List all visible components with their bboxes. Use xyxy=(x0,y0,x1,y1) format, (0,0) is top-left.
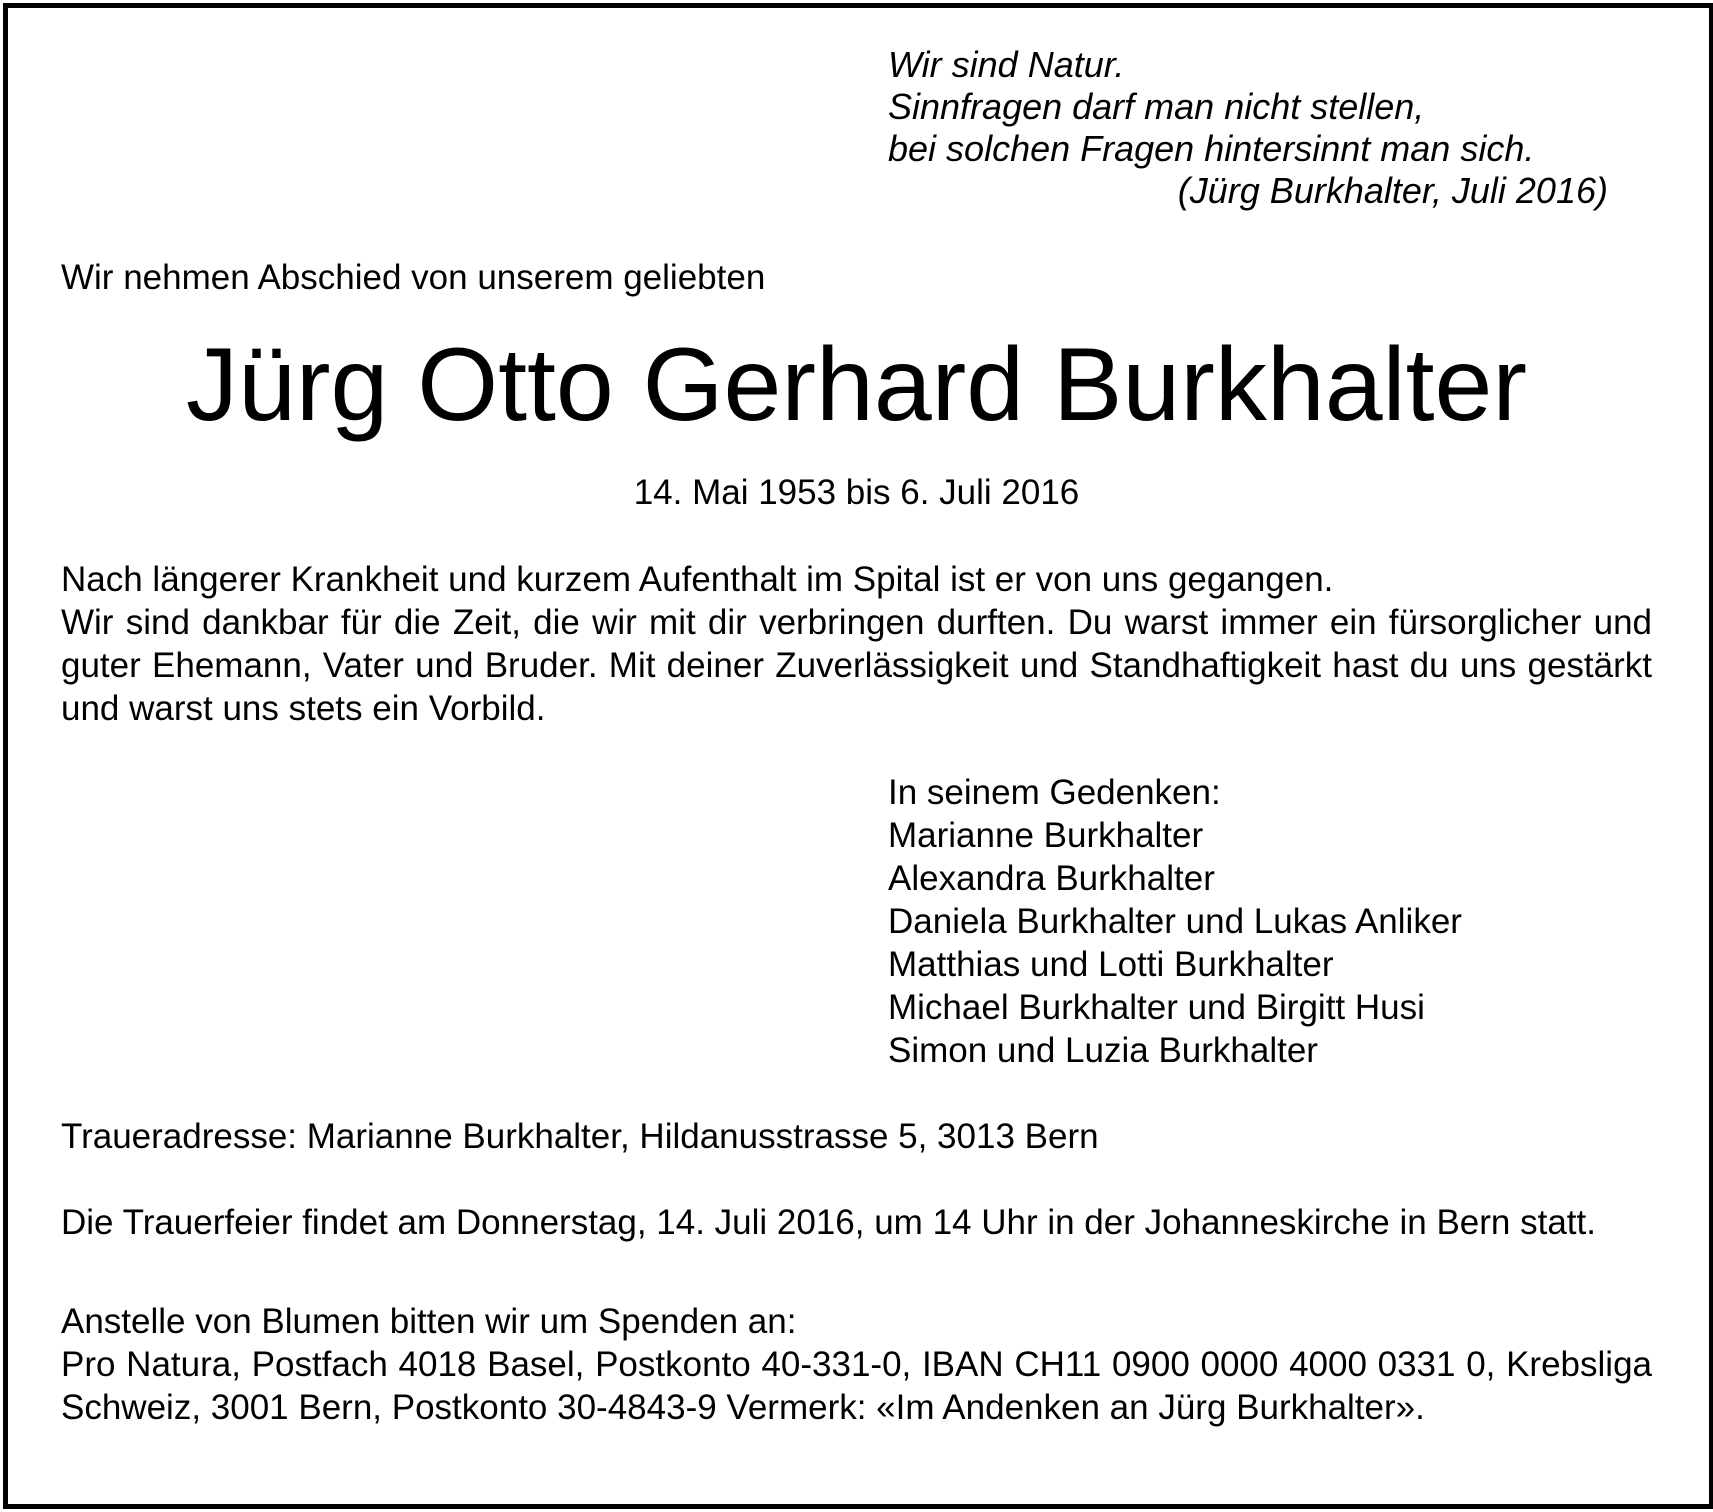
main-paragraph-text: Wir sind dankbar für die Zeit, die wir mit dir verbringen durften. Du warst immer ein fürsorglicher und guter Ehemann, Vater und Bruder. Mit deiner Zuverlässigkeit und Standhaftigkeit hast du uns gestärkt und warst uns stets ein Vorbild. xyxy=(61,603,1652,728)
memory-name: Matthias und Lotti Burkhalter xyxy=(888,945,1334,984)
motto-line: Sinnfragen darf man nicht stellen, xyxy=(888,86,1425,127)
main-paragraph-first-line: Nach längerer Krankheit und kurzem Aufenthalt im Spital ist er von uns gegangen. xyxy=(61,560,1334,599)
memory-name: Michael Burkhalter und Birgitt Husi xyxy=(888,988,1425,1027)
memory-name: Marianne Burkhalter xyxy=(888,816,1204,855)
main-paragraph xyxy=(61,558,1652,730)
memory-name: Daniela Burkhalter und Lukas Anliker xyxy=(888,902,1462,941)
donation-heading: Anstelle von Blumen bitten wir um Spenden an: xyxy=(61,1302,797,1341)
notice-border xyxy=(3,3,1713,1509)
donation-section xyxy=(61,1300,1652,1429)
memory-name: Alexandra Burkhalter xyxy=(888,859,1215,898)
mourning-address: Traueradresse: Marianne Burkhalter, Hildanusstrasse 5, 3013 Bern xyxy=(61,1117,1099,1156)
deceased-name: Jürg Otto Gerhard Burkhalter xyxy=(185,327,1528,443)
life-dates: 14. Mai 1953 bis 6. Juli 2016 xyxy=(633,473,1080,512)
motto-line: Wir sind Natur. xyxy=(888,44,1125,85)
ceremony-text: Die Trauerfeier findet am Donnerstag, 14. Juli 2016, um 14 Uhr in der Johanneskirche in Bern statt. xyxy=(61,1203,1596,1242)
motto-quote xyxy=(888,44,1608,212)
memory-list xyxy=(888,771,1462,1072)
motto-line: bei solchen Fragen hintersinnt man sich. xyxy=(888,128,1535,169)
donation-text: Pro Natura, Postfach 4018 Basel, Postkonto 40-331-0, IBAN CH11 0900 0000 4000 0331 0, Krebsliga Schweiz, 3001 Bern, Postkonto 30-4843-9 Vermerk: «Im Andenken an Jürg Burkhalter». xyxy=(61,1345,1652,1427)
intro-text: Wir nehmen Abschied von unserem geliebten xyxy=(61,258,766,297)
motto-attribution: (Jürg Burkhalter, Juli 2016) xyxy=(1177,170,1608,211)
memory-heading: In seinem Gedenken: xyxy=(888,773,1221,812)
memory-name: Simon und Luzia Burkhalter xyxy=(888,1031,1318,1070)
